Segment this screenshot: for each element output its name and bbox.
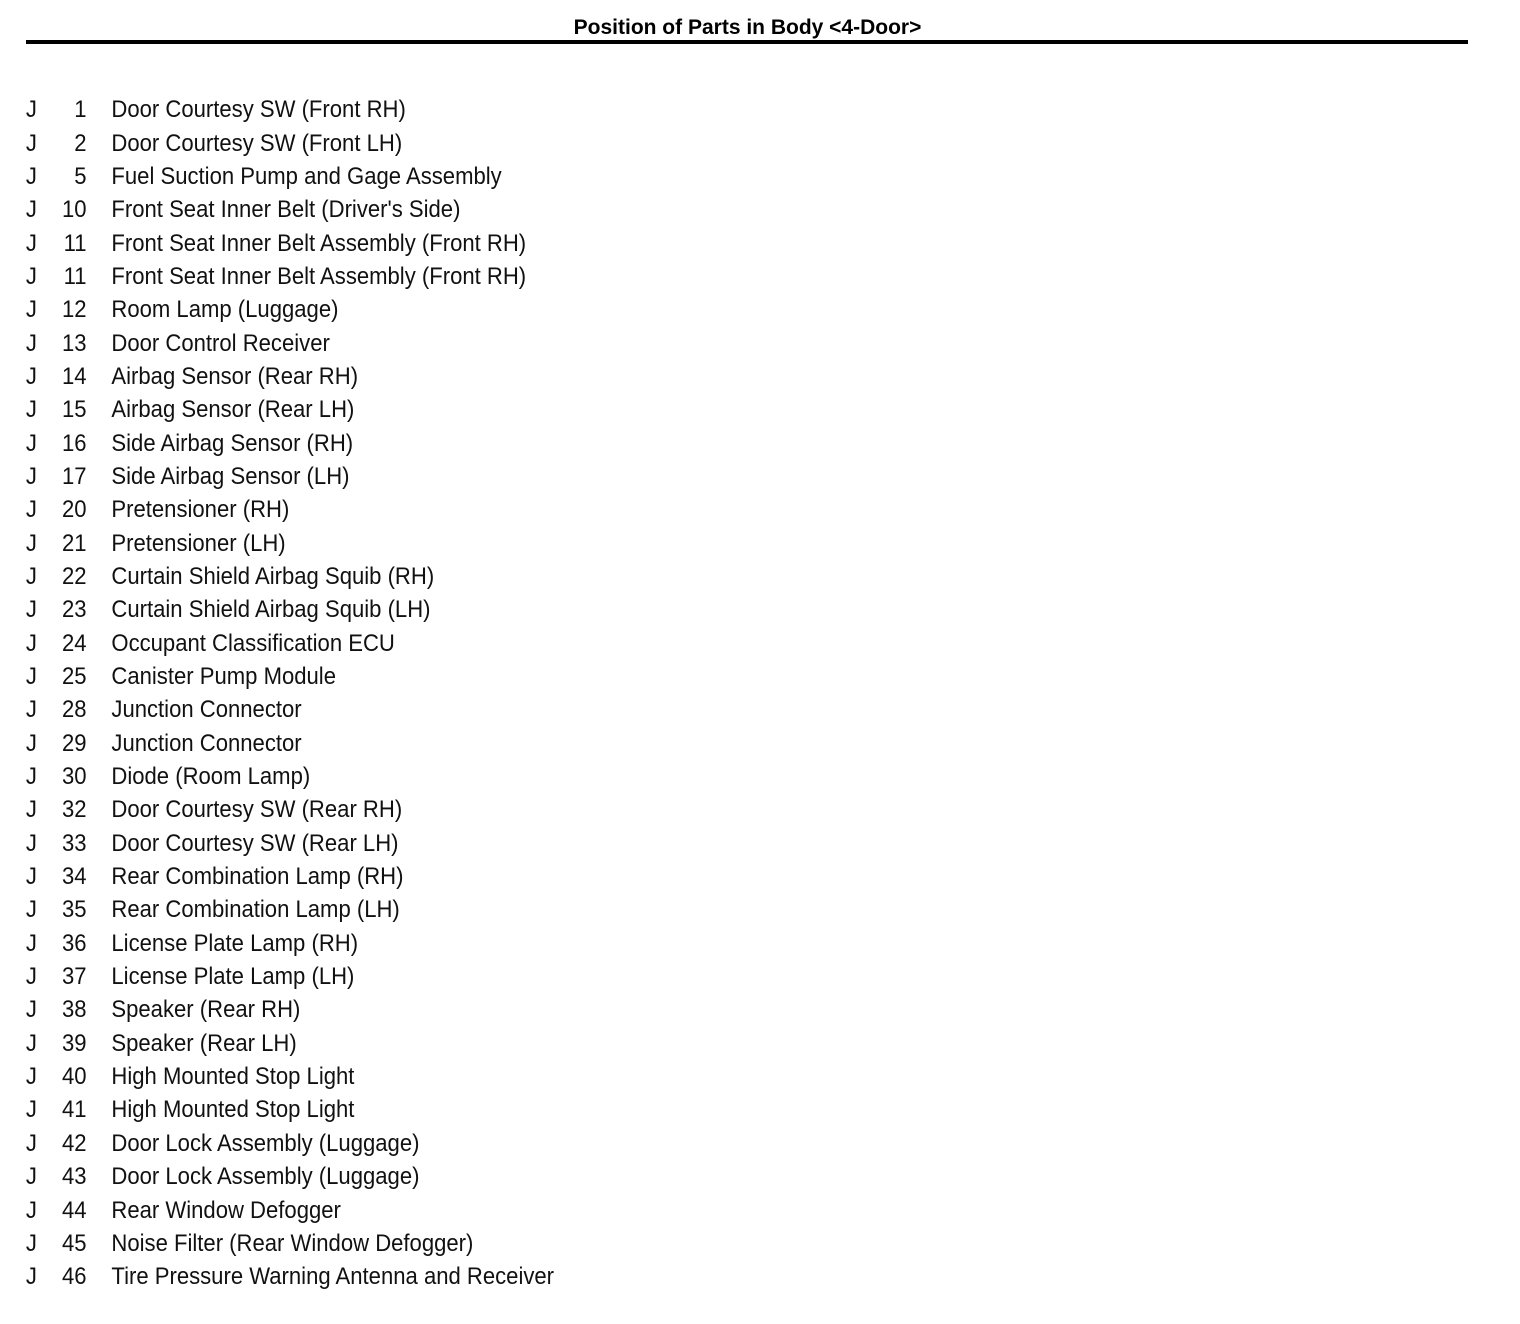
page-title: Position of Parts in Body <4-Door> xyxy=(573,16,922,39)
list-item xyxy=(24,360,852,393)
part-code: J xyxy=(25,1129,37,1157)
part-number: 13 xyxy=(61,329,87,357)
part-number: 46 xyxy=(61,1263,87,1291)
part-number: 28 xyxy=(61,696,87,724)
part-number: 14 xyxy=(61,362,87,390)
list-item xyxy=(24,760,852,793)
list-item xyxy=(24,927,852,960)
part-code: J xyxy=(25,696,37,724)
part-code: J xyxy=(25,1163,37,1191)
list-item xyxy=(24,393,852,426)
part-name: High Mounted Stop Light xyxy=(111,1063,355,1091)
part-name: Door Lock Assembly (Luggage) xyxy=(111,1163,420,1191)
part-number: 1 xyxy=(74,96,87,124)
list-item xyxy=(24,1227,852,1260)
part-name: Door Courtesy SW (Rear LH) xyxy=(111,829,399,857)
part-name: Curtain Shield Airbag Squib (RH) xyxy=(111,562,435,590)
parts-list xyxy=(24,93,924,1293)
list-item xyxy=(24,126,852,159)
part-number: 34 xyxy=(61,863,87,891)
list-item xyxy=(24,593,852,626)
part-number: 15 xyxy=(61,396,87,424)
part-code: J xyxy=(25,396,37,424)
part-name: Pretensioner (RH) xyxy=(111,496,290,524)
list-item xyxy=(24,827,852,860)
list-item xyxy=(24,660,852,693)
list-item xyxy=(24,993,852,1026)
list-item xyxy=(24,460,852,493)
part-number: 36 xyxy=(61,929,87,957)
part-name: Rear Window Defogger xyxy=(111,1196,341,1224)
part-number: 32 xyxy=(61,796,87,824)
part-name: Side Airbag Sensor (LH) xyxy=(111,462,350,490)
list-item xyxy=(24,727,852,760)
part-code: J xyxy=(25,629,37,657)
part-number: 30 xyxy=(61,763,87,791)
part-name: Door Courtesy SW (Rear RH) xyxy=(111,796,403,824)
list-item xyxy=(24,226,852,259)
part-name: Speaker (Rear RH) xyxy=(111,996,301,1024)
part-number: 17 xyxy=(61,462,87,490)
part-number: 20 xyxy=(61,496,87,524)
part-code: J xyxy=(25,1263,37,1291)
list-item xyxy=(24,426,852,459)
list-item xyxy=(24,1160,852,1193)
part-number: 44 xyxy=(61,1196,87,1224)
part-code: J xyxy=(25,496,37,524)
part-number: 5 xyxy=(74,162,87,190)
list-item xyxy=(24,1060,852,1093)
part-name: High Mounted Stop Light xyxy=(111,1096,355,1124)
part-name: Front Seat Inner Belt (Driver's Side) xyxy=(111,196,461,224)
part-code: J xyxy=(25,829,37,857)
list-item xyxy=(24,326,852,359)
part-number: 38 xyxy=(61,996,87,1024)
part-name: Front Seat Inner Belt Assembly (Front RH) xyxy=(111,262,527,290)
part-code: J xyxy=(25,429,37,457)
part-number: 33 xyxy=(61,829,87,857)
part-code: J xyxy=(25,663,37,691)
part-number: 12 xyxy=(61,296,87,324)
part-code: J xyxy=(25,362,37,390)
part-code: J xyxy=(25,596,37,624)
list-item xyxy=(24,260,852,293)
part-code: J xyxy=(25,1063,37,1091)
list-item xyxy=(24,793,852,826)
part-code: J xyxy=(25,196,37,224)
part-name: Door Lock Assembly (Luggage) xyxy=(111,1129,420,1157)
part-name: Door Courtesy SW (Front LH) xyxy=(111,129,403,157)
part-name: Pretensioner (LH) xyxy=(111,529,286,557)
part-number: 42 xyxy=(61,1129,87,1157)
part-name: Rear Combination Lamp (RH) xyxy=(111,863,404,891)
part-code: J xyxy=(25,96,37,124)
part-name: Fuel Suction Pump and Gage Assembly xyxy=(111,162,502,190)
part-name: Canister Pump Module xyxy=(111,663,336,691)
list-item xyxy=(24,293,852,326)
list-item xyxy=(24,860,852,893)
part-code: J xyxy=(25,1029,37,1057)
list-item xyxy=(24,960,852,993)
part-code: J xyxy=(25,329,37,357)
list-item xyxy=(24,893,852,926)
part-code: J xyxy=(25,729,37,757)
part-name: Noise Filter (Rear Window Defogger) xyxy=(111,1229,474,1257)
part-number: 23 xyxy=(61,596,87,624)
part-name: Airbag Sensor (Rear LH) xyxy=(111,396,355,424)
part-number: 2 xyxy=(74,129,87,157)
part-name: Front Seat Inner Belt Assembly (Front RH) xyxy=(111,229,527,257)
part-code: J xyxy=(25,462,37,490)
part-name: Door Control Receiver xyxy=(111,329,330,357)
part-name: Room Lamp (Luggage) xyxy=(111,296,339,324)
part-code: J xyxy=(25,996,37,1024)
part-name: Speaker (Rear LH) xyxy=(111,1029,297,1057)
list-item xyxy=(24,693,852,726)
part-number: 35 xyxy=(61,896,87,924)
part-number: 43 xyxy=(61,1163,87,1191)
part-name: Door Courtesy SW (Front RH) xyxy=(111,96,406,124)
part-name: License Plate Lamp (RH) xyxy=(111,929,359,957)
part-name: Side Airbag Sensor (RH) xyxy=(111,429,354,457)
part-code: J xyxy=(25,1229,37,1257)
part-name: Occupant Classification ECU xyxy=(111,629,395,657)
part-code: J xyxy=(25,1096,37,1124)
part-name: Rear Combination Lamp (LH) xyxy=(111,896,400,924)
part-name: Diode (Room Lamp) xyxy=(111,763,311,791)
list-item xyxy=(24,560,852,593)
list-item xyxy=(24,1260,852,1293)
part-code: J xyxy=(25,863,37,891)
part-code: J xyxy=(25,896,37,924)
part-name: License Plate Lamp (LH) xyxy=(111,963,355,991)
part-number: 11 xyxy=(63,262,87,290)
part-number: 24 xyxy=(61,629,87,657)
part-code: J xyxy=(25,296,37,324)
part-name: Curtain Shield Airbag Squib (LH) xyxy=(111,596,431,624)
list-item xyxy=(24,160,852,193)
part-code: J xyxy=(25,262,37,290)
part-code: J xyxy=(25,1196,37,1224)
list-item xyxy=(24,1127,852,1160)
part-code: J xyxy=(25,763,37,791)
part-code: J xyxy=(25,229,37,257)
list-item xyxy=(24,1193,852,1226)
list-item xyxy=(24,193,852,226)
part-number: 16 xyxy=(61,429,87,457)
part-number: 39 xyxy=(61,1029,87,1057)
part-number: 10 xyxy=(61,196,87,224)
list-item xyxy=(24,493,852,526)
list-item xyxy=(24,1027,852,1060)
part-number: 29 xyxy=(61,729,87,757)
part-number: 21 xyxy=(61,529,87,557)
part-code: J xyxy=(25,929,37,957)
part-code: J xyxy=(25,963,37,991)
part-code: J xyxy=(25,529,37,557)
part-number: 40 xyxy=(61,1063,87,1091)
title-divider xyxy=(26,40,1468,44)
part-code: J xyxy=(25,562,37,590)
list-item xyxy=(24,93,852,126)
part-number: 45 xyxy=(61,1229,87,1257)
part-code: J xyxy=(25,162,37,190)
part-number: 37 xyxy=(61,963,87,991)
part-name: Junction Connector xyxy=(111,696,302,724)
list-item xyxy=(24,627,852,660)
part-number: 41 xyxy=(61,1096,87,1124)
list-item xyxy=(24,526,852,559)
part-name: Airbag Sensor (Rear RH) xyxy=(111,362,359,390)
list-item xyxy=(24,1093,852,1126)
part-code: J xyxy=(25,129,37,157)
part-name: Junction Connector xyxy=(111,729,302,757)
part-name: Tire Pressure Warning Antenna and Receiver xyxy=(111,1263,555,1291)
part-number: 22 xyxy=(61,562,87,590)
part-number: 25 xyxy=(61,663,87,691)
part-number: 11 xyxy=(63,229,87,257)
part-code: J xyxy=(25,796,37,824)
